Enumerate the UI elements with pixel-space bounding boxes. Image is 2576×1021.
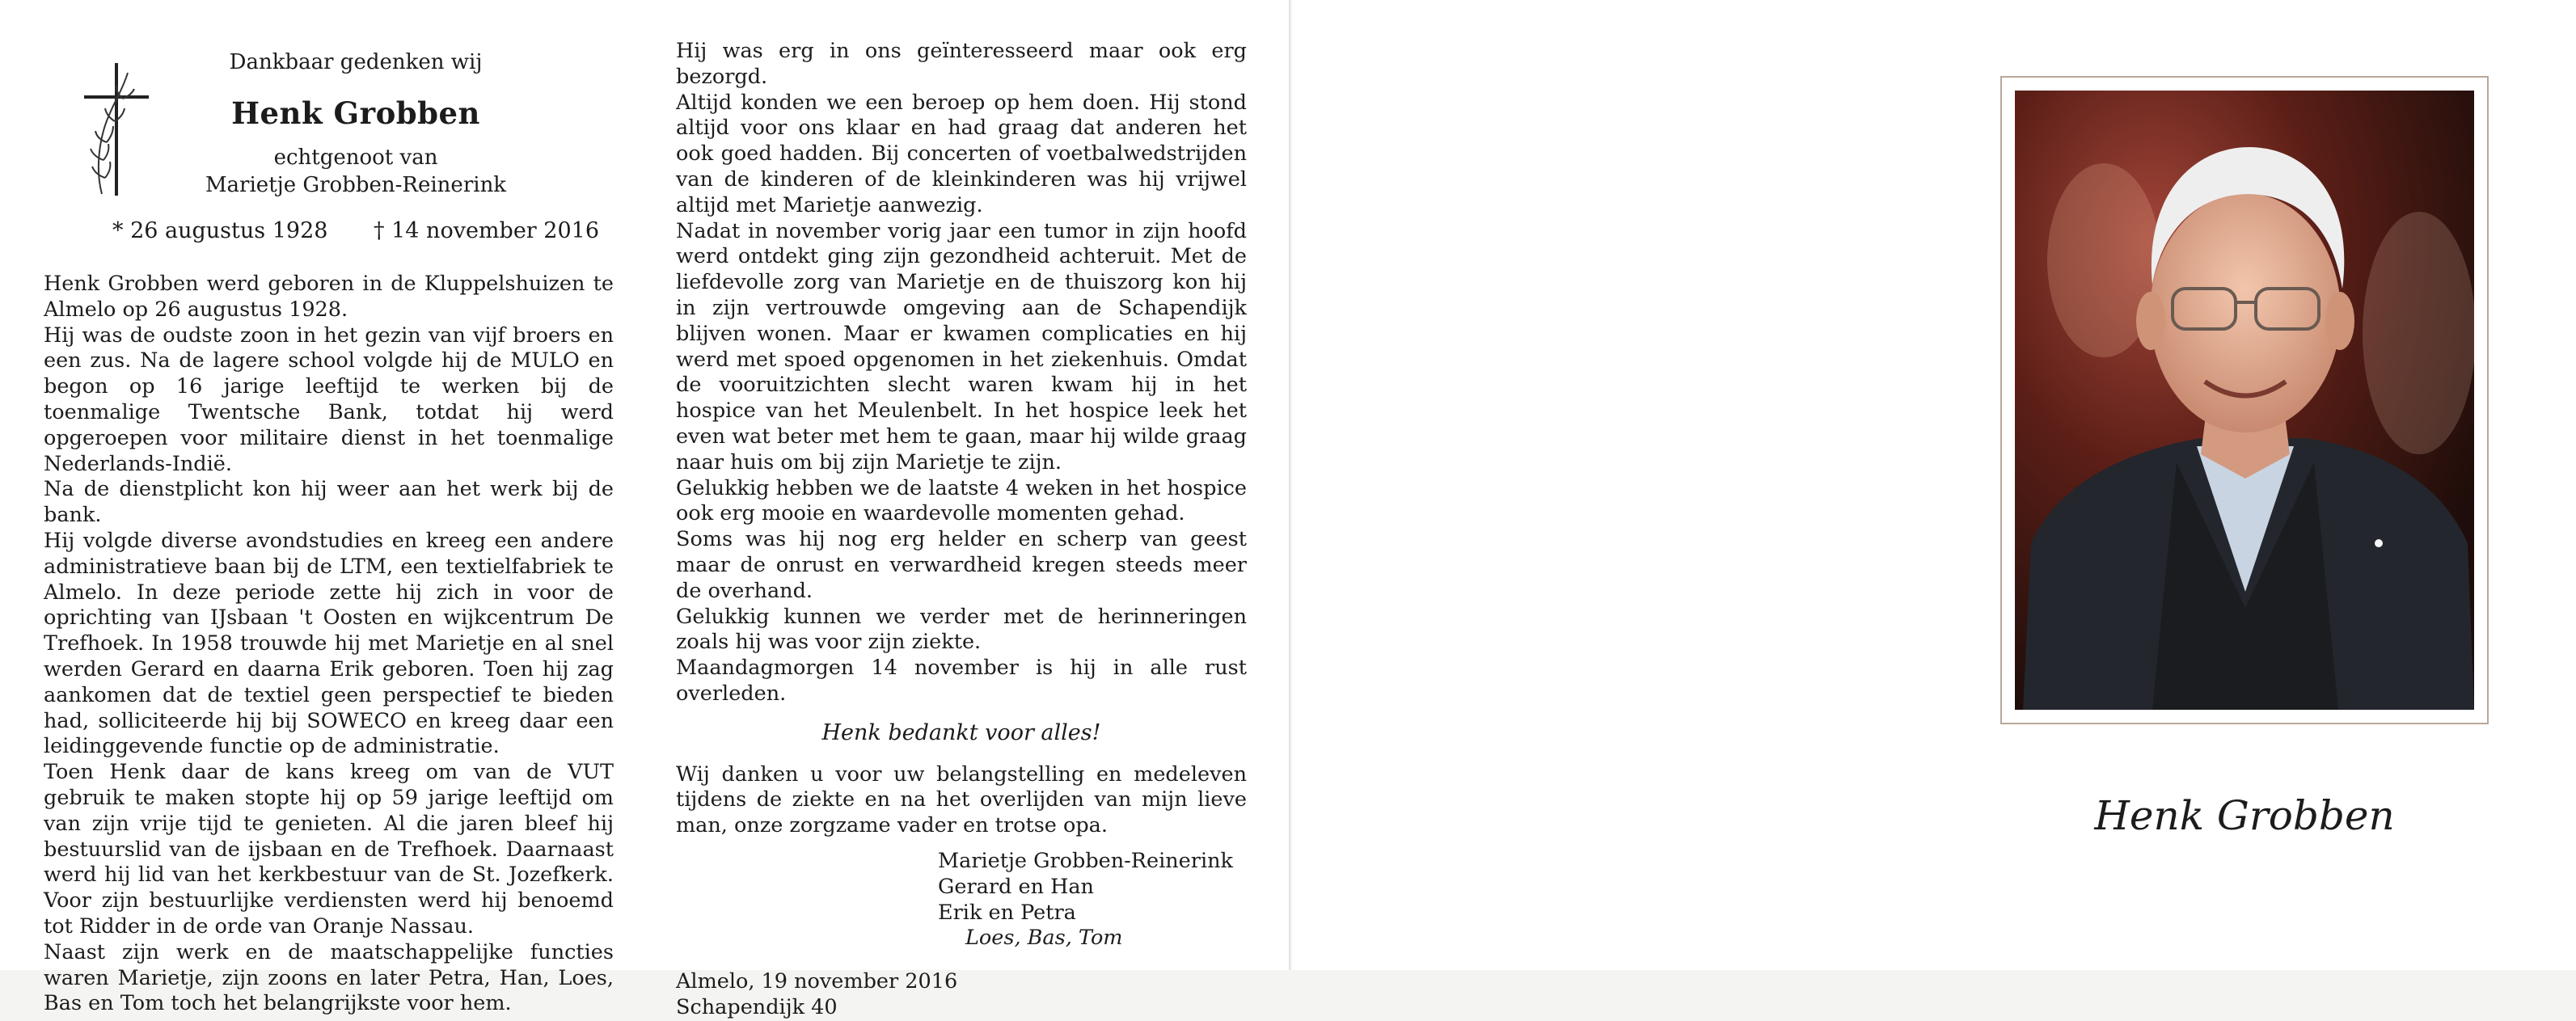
life-dates xyxy=(0,218,712,243)
gratitude-paragraph: Wij danken u voor uw belangstelling en medeleven tijdens de ziekte en na het overlijden van mijn lieve man, onze zorgzame vader en trotse opa. xyxy=(676,762,1247,838)
bio-paragraph: Hij was de oudste zoon in het gezin van vijf broers en een zus. Na de lagere school volgde hij de MULO en begon op 16 jarige leeftijd te werken bij de toenmalige Twentsche Bank, totdat hij werd opgeroepen voor militaire dienst in het toenmalige Nederlands-Indië. xyxy=(44,323,614,476)
bio-paragraph: Hij was erg in ons geïnteresseerd maar ook erg bezorgd. xyxy=(676,39,1247,89)
portrait-illustration xyxy=(2015,91,2474,710)
family-line: Erik en Petra xyxy=(938,900,1076,925)
thanks-line: Henk bedankt voor alles! xyxy=(821,719,1101,745)
bio-paragraph: Altijd konden we een beroep op hem doen. Hij stond altijd voor ons klaar en had graag dat anderen het ook goed hadden. Bij concerten of voetbalwedstrijden van de kinderen of de kleinkinderen was hij vrijwel altijd met Marietje aanwezig. xyxy=(676,90,1247,217)
portrait-frame xyxy=(2000,76,2489,724)
cross-with-palm-icon xyxy=(78,57,155,202)
biography-column-1 xyxy=(44,272,614,1017)
bio-paragraph: Maandagmorgen 14 november is hij in alle rust overleden. xyxy=(676,656,1247,706)
bio-paragraph: Henk Grobben werd geboren in de Kluppelshuizen te Almelo op 26 augustus 1928. xyxy=(44,272,614,322)
family-line: Marietje Grobben-Reinerink xyxy=(938,848,1233,873)
grandchildren-line: Loes, Bas, Tom xyxy=(965,926,1123,951)
spouse-prefix: echtgenoot van xyxy=(273,146,438,170)
bio-paragraph: Naast zijn werk en de maatschappelijke functies waren Marietje, zijn zoons en later Petra, Han, Loes, Bas en Tom toch het belangrijkste voor hem. xyxy=(44,939,614,1016)
birth-date: * 26 augustus 1928 xyxy=(112,218,328,243)
spouse-name: Marietje Grobben-Reinerink xyxy=(205,173,507,197)
family-signature xyxy=(938,849,1247,951)
biography-column-2 xyxy=(676,39,1247,1021)
deceased-name: Henk Grobben xyxy=(231,95,480,131)
address: Schapendijk 40 xyxy=(676,994,838,1019)
bio-paragraph: Nadat in november vorig jaar een tumor in zijn hoofd werd ontdekt ging zijn gezondheid achteruit. Met de liefdevolle zorg van Marietje en de thuiszorg kon hij in zijn vertrouwde omgeving aan de Schapendijk blijven wonen. Maar er kwamen complicaties en hij werd met spoed opgenomen in het ziekenhuis. Omdat de vooruitzichten slecht waren kwam hij in het hospice van het Meulenbelt. In het hospice leek het even wat beter met hem te gaan, maar hij wilde graag naar huis om bij zijn Marietje te zijn. xyxy=(676,218,1247,475)
bio-paragraph: Na de dienstplicht kon hij weer aan het werk bij de bank. xyxy=(44,477,614,528)
place-date: Almelo, 19 november 2016 xyxy=(676,969,958,994)
bio-paragraph: Gelukkig kunnen we verder met de herinneringen zoals hij was voor zijn ziekte. xyxy=(676,604,1247,655)
family-line: Gerard en Han xyxy=(938,874,1094,899)
portrait-photo xyxy=(2015,91,2474,710)
death-date: † 14 november 2016 xyxy=(374,218,599,243)
bio-paragraph: Soms was hij nog erg helder en scherp van geest maar de onrust en verwardheid kregen steeds meer de overhand. xyxy=(676,527,1247,603)
bio-paragraph: Gelukkig hebben we de laatste 4 weken in het hospice ook erg mooie en waardevolle momenten gehad. xyxy=(676,475,1247,526)
intro-line: Dankbaar gedenken wij xyxy=(229,50,483,74)
bio-paragraph: Hij volgde diverse avondstudies en kreeg een andere administratieve baan bij de LTM, een textielfabriek te Almelo. In deze periode zette hij zich in voor de oprichting van IJsbaan 't Oosten en wijkcentrum De Trefhoek. In 1958 trouwde hij met Marietje en al snel werden Gerard en daarna Erik geboren. Toen hij zag aankomen dat de textiel geen perspectief te bieden had, solliciteerde hij bij SOWECO en kreeg daar een leidinggevende functie op de administratie. xyxy=(44,528,614,759)
card-inside-left xyxy=(0,0,1290,1019)
bio-paragraph: Toen Henk daar de kans kreeg om van de VUT gebruik te maken stopte hij op 59 jarige leeftijd om van zijn vrije tijd te genieten. Al die jaren bleef hij bestuurslid van de ijsbaan en de Trefhoek. Daarnaast werd hij lid van het kerkbestuur van de St. Jozefkerk. Voor zijn bestuurlijke verdiensten werd hij benoemd tot Ridder in de orde van Oranje Nassau. xyxy=(44,760,614,939)
portrait-caption: Henk Grobben xyxy=(2094,792,2395,839)
